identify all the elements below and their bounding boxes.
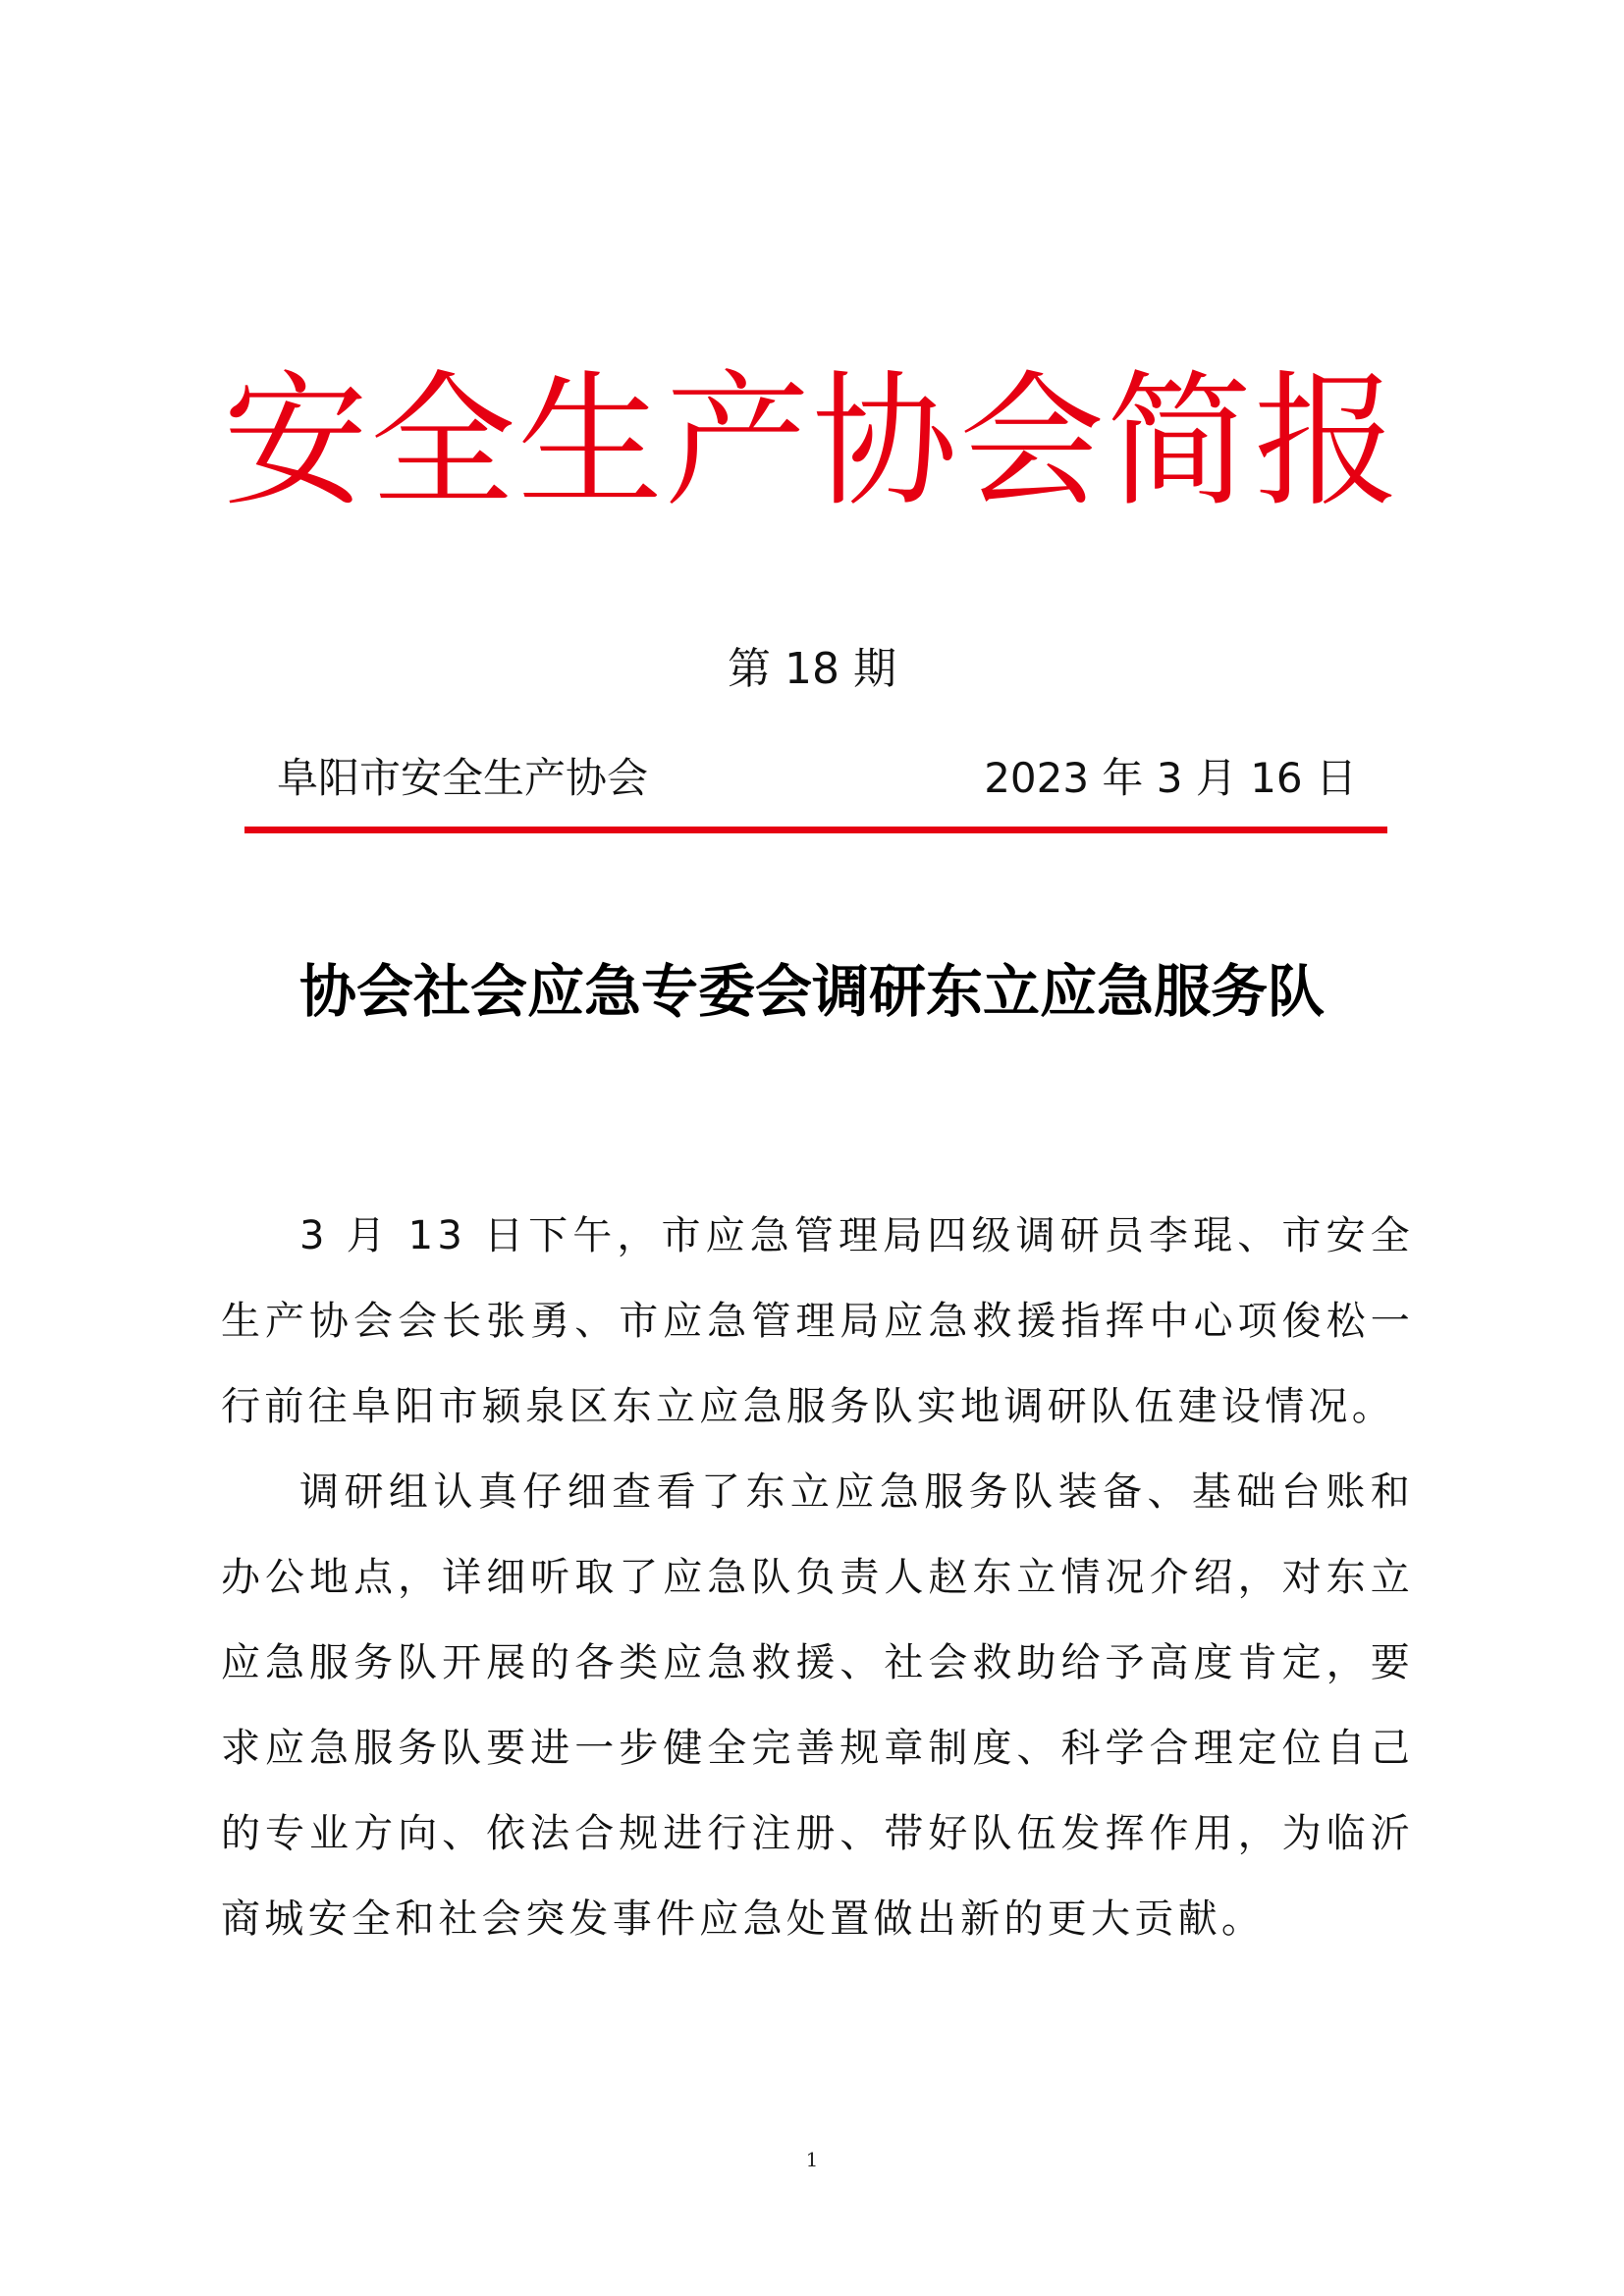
masthead-title: 安全生产协会简报 — [223, 357, 1401, 526]
article-paragraph: 调研组认真仔细查看了东立应急服务队装备、基础台账和办公地点，详细听取了应急队负责人赵东立情况介绍，对东立应急服务队开展的各类应急救援、社会救助给予高度肯定，要求应急服务队要进一步健全完善规章制度、科学合理定位自己的专业方向、依法合规进行注册、带好队伍发挥作用，为临沂商城安全和社会突发事件应急处置做出新的更大贡献。 — [221, 1469, 1414, 1942]
publisher-name: 阜阳市安全生产协会 — [277, 754, 649, 802]
article-paragraph: 3 月 13 日下午，市应急管理局四级调研员李琨、市安全生产协会会长张勇、市应急管理局应急救援指挥中心项俊松一行前往阜阳市颍泉区东立应急服务队实地调研队伍建设情况。 — [221, 1213, 1414, 1429]
issue-number: 第 18 期 — [728, 644, 896, 694]
page-number: 1 — [805, 2148, 819, 2171]
publisher-date-row — [277, 748, 1357, 809]
red-divider-line — [244, 827, 1387, 833]
article-body — [221, 1194, 1414, 1962]
article-title: 协会社会应急专委会调研东立应急服务队 — [298, 958, 1325, 1025]
publish-date: 2023 年 3 月 16 日 — [984, 754, 1357, 802]
